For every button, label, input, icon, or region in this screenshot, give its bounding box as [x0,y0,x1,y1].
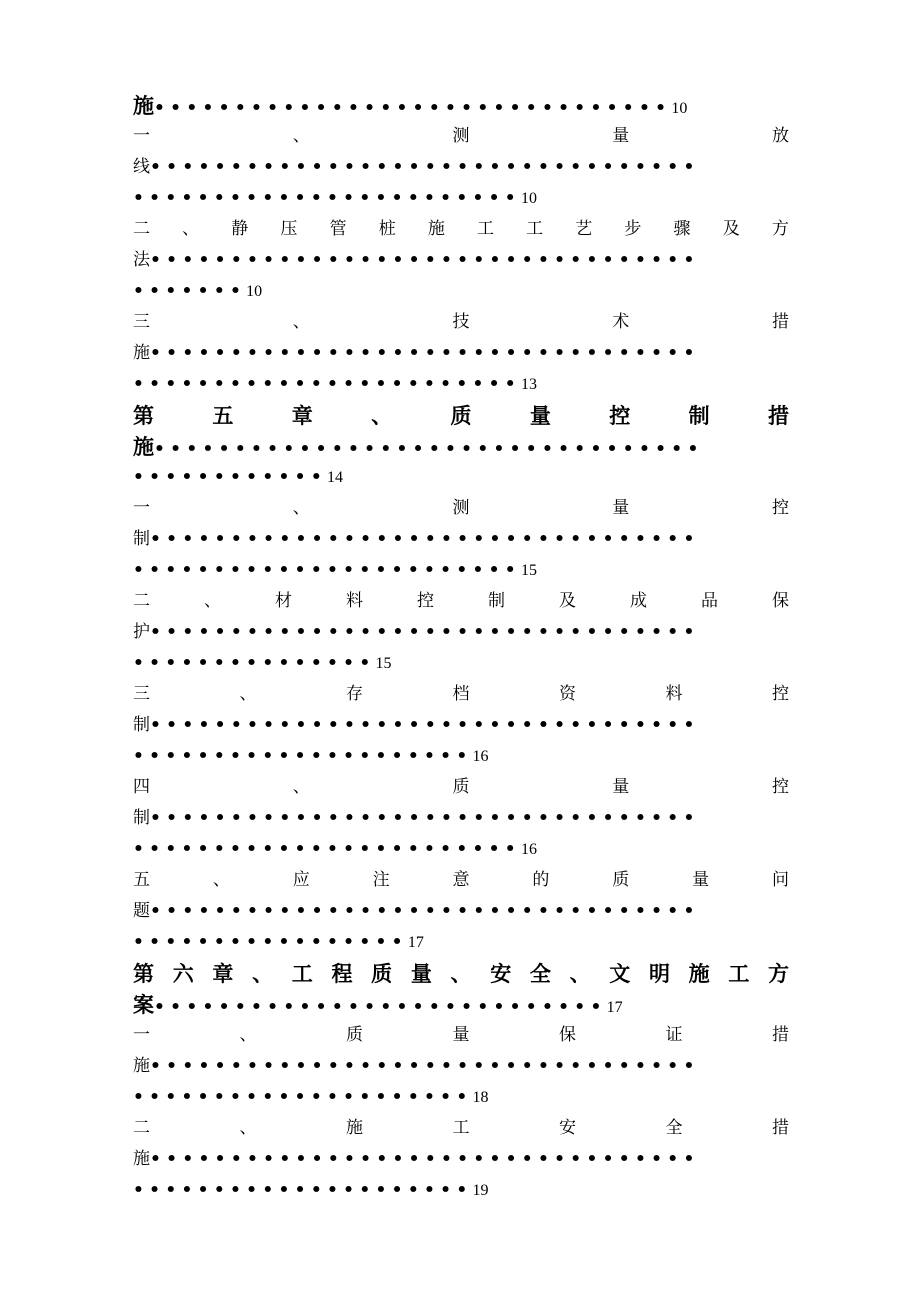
toc-char: 问 [772,870,789,890]
toc-line [133,555,789,586]
toc-char: 文 [609,961,631,986]
toc-head: 护 [133,622,150,642]
toc-leader-dots: •••••••••••••••••••••••••••• [154,997,607,1017]
toc-line [133,1113,789,1144]
toc-char: 二 [133,591,150,611]
toc-char: 艺 [575,219,593,239]
toc-line [133,710,789,741]
toc-char: 章 [212,961,234,986]
toc-page-number: 16 [472,748,489,765]
toc-line [133,307,789,338]
toc-char: 工 [476,219,494,239]
toc-char: 五 [133,870,150,890]
toc-head: 法 [133,250,150,270]
toc-char: 质 [371,961,393,986]
toc-page-number: 18 [472,1089,489,1106]
toc-char: 一 [133,1025,150,1045]
toc-char: 施 [688,961,710,986]
toc-char: 测 [452,126,470,146]
toc-leader-dots: ••••••• [133,281,247,301]
toc-char: 控 [772,498,789,518]
toc-line [133,772,789,803]
toc-leader-dots: •••••••••••••••••••••••••••••••••• [150,901,700,921]
toc-char: 量 [529,403,551,428]
toc-char: 、 [450,961,472,986]
toc-char: 制 [688,403,710,428]
toc-line [133,431,789,462]
toc-line [133,958,789,989]
toc-leader-dots: •••••••••••••••••••••••••••••••••• [150,808,700,828]
toc-head: 施 [133,343,150,363]
toc-char: 措 [772,1025,789,1045]
toc-line [133,834,789,865]
toc-page-number: 15 [375,655,392,672]
toc-char: 方 [771,219,789,239]
toc-line [133,803,789,834]
toc-line [133,617,789,648]
toc-char: 、 [239,1025,257,1045]
toc-char: 、 [182,219,200,239]
toc-line [133,679,789,710]
toc-char: 质 [450,403,472,428]
toc-char: 五 [212,403,234,428]
toc-char: 制 [488,591,505,611]
toc-char: 工 [452,1118,470,1138]
toc-char: 管 [329,219,347,239]
toc-head: 制 [133,808,150,828]
toc-char: 、 [292,777,310,797]
toc-char: 的 [532,870,550,890]
toc-page-number: 15 [520,562,537,579]
toc-line [133,245,789,276]
toc-line [133,741,789,772]
toc-char: 三 [133,312,150,332]
toc-char: 、 [252,961,274,986]
toc-char: 控 [609,403,631,428]
toc-line [133,586,789,617]
toc-char: 及 [722,219,740,239]
toc-char: 、 [292,312,310,332]
toc-char: 量 [410,961,432,986]
toc-char: 控 [772,684,789,704]
toc-char: 二 [133,1118,150,1138]
toc-line [133,369,789,400]
toc-line [133,183,789,214]
toc-line [133,524,789,555]
toc-char: 存 [346,684,363,704]
toc-leader-dots: •••••••••••••••••••••••••••••••••• [150,343,700,363]
toc-leader-dots: •••••••••••••••••••••••••••••••••• [150,1056,700,1076]
toc-char: 二 [133,219,150,239]
toc-line [133,214,789,245]
toc-head: 施 [133,1149,150,1169]
toc-leader-dots: ••••••••••••••••••••• [133,1180,473,1200]
toc-page [133,90,789,1206]
toc-leader-dots: ••••••••••••••••••••• [133,1087,473,1107]
toc-char: 材 [275,591,292,611]
toc-char: 程 [331,961,353,986]
toc-line [133,493,789,524]
toc-leader-dots: •••••••••••••••••••••••••••••••••• [150,529,700,549]
toc-line [133,276,789,307]
toc-line [133,152,789,183]
toc-char: 品 [701,591,718,611]
toc-char: 、 [239,684,257,704]
toc-page-number: 10 [246,283,263,300]
toc-head: 线 [133,157,150,177]
toc-char: 工 [526,219,544,239]
toc-line [133,462,789,493]
toc-line [133,338,789,369]
toc-char: 三 [133,684,150,704]
toc-char: 措 [772,312,789,332]
toc-line [133,400,789,431]
toc-leader-dots: •••••••••••••••••••••••• [133,560,521,580]
toc-page-number: 16 [520,841,537,858]
toc-char: 量 [452,1025,470,1045]
toc-char: 证 [665,1025,683,1045]
toc-char: 放 [772,126,789,146]
toc-char: 、 [292,498,310,518]
toc-char: 第 [133,403,154,428]
toc-leader-dots: •••••••••••••••••••••••••••••••••• [150,1149,700,1169]
toc-char: 量 [692,870,710,890]
toc-char: 档 [452,684,470,704]
toc-leader-dots: ••••••••••••••••••••• [133,746,473,766]
toc-page-number: 13 [520,376,537,393]
toc-char: 保 [772,591,789,611]
toc-char: 安 [490,961,512,986]
toc-char: 工 [291,961,313,986]
toc-char: 方 [768,961,789,986]
toc-char: 成 [630,591,647,611]
toc-char: 一 [133,126,150,146]
toc-char: 四 [133,777,150,797]
toc-char: 全 [529,961,551,986]
toc-char: 料 [665,684,683,704]
toc-page-number: 17 [407,934,424,951]
toc-char: 术 [612,312,630,332]
toc-char: 工 [728,961,750,986]
toc-char: 一 [133,498,150,518]
toc-char: 施 [346,1118,363,1138]
toc-char: 压 [280,219,298,239]
toc-page-number: 10 [671,100,688,117]
toc-char: 、 [569,961,591,986]
toc-line [133,896,789,927]
toc-line [133,1175,789,1206]
toc-char: 骤 [673,219,691,239]
toc-page-number: 17 [606,999,623,1016]
toc-char: 控 [417,591,434,611]
toc-char: 、 [292,126,310,146]
toc-page-number: 19 [472,1182,489,1199]
toc-leader-dots: •••••••••••••••••••••••••••••••••• [150,715,700,735]
toc-leader-dots: •••••••••••••••••••••••••••••••• [154,98,672,118]
toc-char: 、 [371,403,393,428]
toc-char: 量 [612,126,630,146]
toc-char: 全 [665,1118,683,1138]
toc-char: 步 [624,219,642,239]
toc-leader-dots: •••••••••••••••••••••••••••••••••• [154,439,704,459]
toc-char: 应 [292,870,310,890]
toc-char: 及 [559,591,576,611]
toc-line [133,1020,789,1051]
toc-leader-dots: •••••••••••••••••••••••• [133,374,521,394]
toc-char: 量 [612,777,630,797]
toc-char: 注 [372,870,390,890]
toc-leader-dots: ••••••••••••••• [133,653,376,673]
toc-leader-dots: •••••••••••••••••••••••• [133,839,521,859]
toc-char: 意 [452,870,470,890]
toc-line [133,927,789,958]
toc-char: 质 [346,1025,363,1045]
toc-head: 施 [133,1056,150,1076]
toc-char: 安 [559,1118,576,1138]
toc-line [133,648,789,679]
toc-line [133,865,789,896]
toc-head: 制 [133,529,150,549]
toc-leader-dots: ••••••••••••••••• [133,932,408,952]
toc-char: 量 [612,498,630,518]
toc-char: 静 [231,219,249,239]
toc-char: 质 [452,777,470,797]
toc-leader-dots: •••••••••••• [133,467,327,487]
toc-page-number: 10 [520,190,537,207]
toc-char: 施 [427,219,445,239]
toc-char: 措 [768,403,789,428]
toc-char: 控 [772,777,789,797]
toc-line [133,121,789,152]
toc-char: 六 [172,961,194,986]
toc-char: 明 [648,961,670,986]
toc-line [133,90,789,121]
toc-leader-dots: •••••••••••••••••••••••••••••••••• [150,622,700,642]
toc-head: 案 [133,992,154,1017]
toc-char: 章 [291,403,313,428]
toc-head: 制 [133,715,150,735]
toc-char: 资 [559,684,576,704]
toc-head: 施 [133,434,154,459]
toc-char: 第 [133,961,154,986]
toc-head: 题 [133,901,150,921]
toc-leader-dots: •••••••••••••••••••••••••••••••••• [150,250,700,270]
toc-page-number: 14 [327,469,343,486]
toc-leader-dots: •••••••••••••••••••••••••••••••••• [150,157,700,177]
toc-char: 技 [452,312,470,332]
toc-char: 、 [212,870,230,890]
toc-char: 、 [239,1118,257,1138]
toc-leader-dots: •••••••••••••••••••••••• [133,188,521,208]
toc-line [133,1144,789,1175]
toc-line [133,989,789,1020]
toc-char: 、 [204,591,221,611]
toc-char: 料 [346,591,363,611]
toc-line [133,1082,789,1113]
toc-char: 措 [772,1118,789,1138]
toc-char: 测 [452,498,470,518]
toc-head: 施 [133,93,154,118]
toc-line [133,1051,789,1082]
toc-char: 保 [559,1025,576,1045]
toc-char: 桩 [378,219,396,239]
toc-char: 质 [612,870,630,890]
